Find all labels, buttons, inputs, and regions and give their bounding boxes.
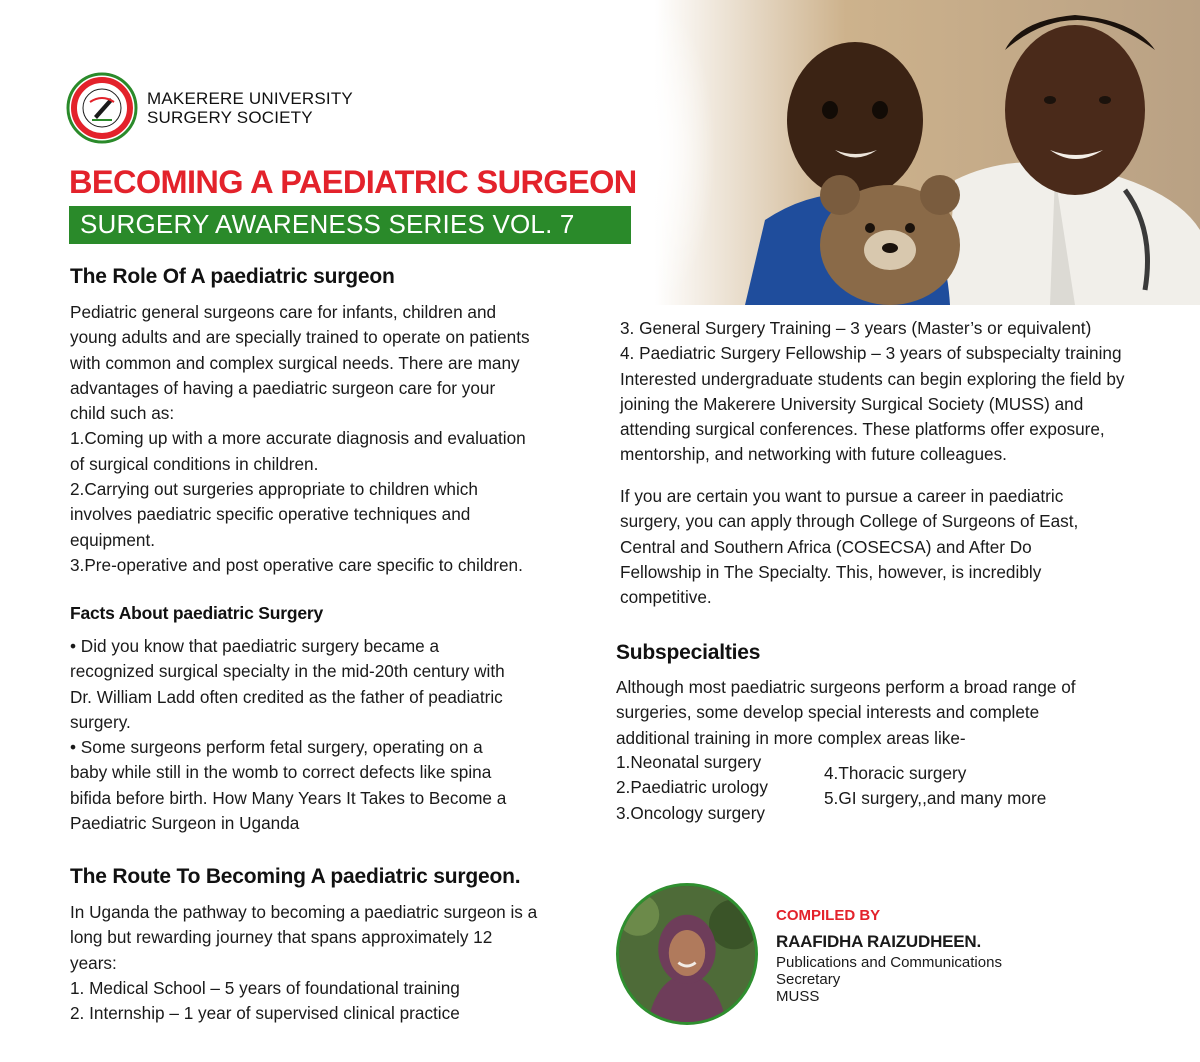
subspecialties-list-left [616,750,768,826]
route-line: 2. Internship – 1 year of supervised clinical practice [70,1003,460,1024]
role-line: involves paediatric specific operative techniques and [70,504,471,525]
subspecialty-item: 2.Paediatric urology [616,777,768,798]
route-continued-line: attending surgical conferences. These platforms offer exposure, [620,419,1105,440]
route-continued-line: 3. General Surgery Training – 3 years (Master’s or equivalent) [620,318,1092,338]
role-line: 3.Pre-operative and post operative care specific to children. [70,554,523,575]
facts-heading: Facts About paediatric Surgery [70,603,323,623]
route-continued-line: mentorship, and networking with future colleagues. [620,444,1007,465]
role-heading: The Role Of A paediatric surgeon [70,265,395,288]
route-heading: The Route To Becoming A paediatric surgeon. [70,865,521,888]
career-paragraph [620,484,1078,610]
facts-line: Paediatric Surgeon in Uganda [70,813,300,834]
subspecialties-intro-line: surgeries, some develop special interests and complete [616,702,1040,723]
route-continued-line: 4. Paediatric Surgery Fellowship – 3 years of subspecialty training [620,343,1122,364]
compiler-photo [616,883,758,1025]
career-line: Fellowship in The Specialty. This, however, is incredibly [620,561,1042,582]
series-title: SURGERY AWARENESS SERIES VOL. 7 [80,209,575,239]
subspecialties-intro-line: Although most paediatric surgeons perform a broad range of [616,677,1076,697]
subspecialty-item: 4.Thoracic surgery [824,763,967,783]
subspecialties-heading: Subspecialties [616,641,761,664]
career-line: Central and Southern Africa (COSECSA) and After Do [620,536,1032,557]
role-line: 1.Coming up with a more accurate diagnosis and evaluation [70,428,526,449]
facts-line: baby while still in the womb to correct defects like spina [70,762,492,783]
compiler-name: RAAFIDHA RAIZUDHEEN. [776,932,982,951]
route-continued-line: Interested undergraduate students can begin exploring the field by [620,368,1125,389]
facts-line: recognized surgical specialty in the mid-20th century with [70,661,505,682]
career-line: If you are certain you want to pursue a career in paediatric [620,486,1064,506]
role-line: young adults and are specially trained to operate on patients [70,327,530,348]
facts-line: • Some surgeons perform fetal surgery, operating on a [70,737,483,758]
organization-name [147,89,353,127]
role-paragraph [70,300,530,578]
route-line: In Uganda the pathway to becoming a paediatric surgeon is a [70,902,538,922]
hero-illustration [655,0,1200,305]
route-line: long but rewarding journey that spans approximately 12 [70,927,493,948]
facts-paragraph [70,634,506,836]
route-line: years: [70,952,117,973]
subspecialty-item: 5.GI surgery,,and many more [824,788,1047,809]
compiler-portrait [619,886,755,1022]
compiler-role-line: Secretary [776,971,841,988]
facts-line: • Did you know that paediatric surgery became a [70,636,440,656]
compiler-role [776,954,1002,1005]
subspecialties-intro-line: additional training in more complex areas like- [616,727,966,748]
route-paragraph [70,900,537,1026]
org-line-1: MAKERERE UNIVERSITY [147,89,353,108]
role-line: advantages of having a paediatric surgeon care for your [70,377,496,398]
role-line: child such as: [70,403,175,424]
page-title: BECOMING A PAEDIATRIC SURGEON [69,164,637,200]
role-line: of surgical conditions in children. [70,453,319,474]
hero-photo [655,0,1200,305]
compiler-role-line: Publications and Communications [776,954,1002,971]
career-line: surgery, you can apply through College of Surgeons of East, [620,511,1079,532]
society-logo [66,72,138,144]
subspecialty-item: 1.Neonatal surgery [616,752,762,772]
org-line-2: SURGERY SOCIETY [147,108,313,127]
compiler-role-line: MUSS [776,988,820,1005]
role-line: with common and complex surgical needs. There are many [70,352,520,373]
facts-line: surgery. [70,711,131,732]
career-line: competitive. [620,587,712,608]
compiled-by-label: COMPILED BY [776,907,881,924]
route-continued-line: joining the Makerere University Surgical Society (MUSS) and [620,393,1084,414]
route-line: 1. Medical School – 5 years of foundational training [70,977,460,998]
route-continued-paragraph [620,316,1125,468]
role-line: equipment. [70,529,156,550]
logo-emblem [66,72,138,144]
facts-line: Dr. William Ladd often credited as the father of peadiatric [70,686,503,707]
role-line: Pediatric general surgeons care for infants, children and [70,302,497,322]
subspecialties-list-right [824,761,1046,812]
role-line: 2.Carrying out surgeries appropriate to children which [70,479,478,500]
subspecialty-item: 3.Oncology surgery [616,802,766,823]
facts-line: bifida before birth. How Many Years It Takes to Become a [70,787,507,808]
subspecialties-intro [616,675,1076,751]
